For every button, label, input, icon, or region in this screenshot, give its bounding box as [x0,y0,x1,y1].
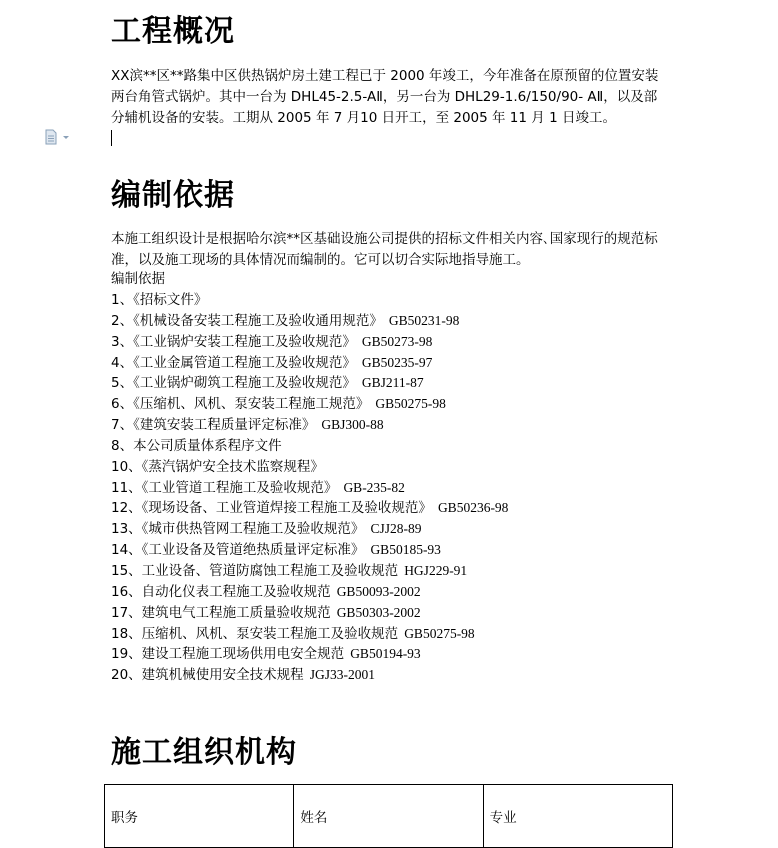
reference-code: GBJ300-88 [321,417,384,433]
list-item [111,665,508,686]
list-item [111,498,508,519]
reference-code: GB50093-2002 [336,583,421,599]
list-item [111,540,508,561]
reference-code: GB50194-93 [350,646,421,662]
section-title-overview: 工程概况 [111,14,235,49]
document-dropdown-icon[interactable] [44,129,70,145]
reference-code: GB50303-2002 [336,604,421,620]
reference-code: GB50185-93 [370,542,441,558]
list-item [111,290,508,311]
reference-code: GB-235-82 [343,479,405,495]
reference-title: 3、《工业锅炉安装工程施工及验收规范》 [111,333,356,350]
reference-title: 14、《工业设备及管道绝热质量评定标准》 [111,542,365,559]
reference-title: 7、《建筑安装工程质量评定标准》 [111,417,316,434]
reference-title: 13、《城市供热管网工程施工及验收规范》 [111,521,365,538]
reference-code: GB50275-98 [375,396,446,412]
organization-table [104,784,673,848]
list-item [111,436,508,457]
table-header-position[interactable]: 职务 [105,785,294,848]
text-cursor [111,130,112,146]
reference-list [111,290,508,686]
list-item [111,332,508,353]
list-item [111,603,508,624]
list-item [111,373,508,394]
reference-title: 6、《压缩机、风机、泵安装工程施工规范》 [111,396,370,413]
reference-code: HGJ229-91 [404,562,468,578]
reference-title: 17、建筑电气工程施工质量验收规范 [111,604,331,621]
reference-title: 19、建设工程施工现场供用电安全规范 [111,646,345,663]
reference-title: 12、《现场设备、工业管道焊接工程施工及验收规范》 [111,500,432,517]
section-title-basis: 编制依据 [111,178,235,213]
reference-code: JGJ33-2001 [309,667,375,683]
reference-code: CJJ28-89 [370,521,422,537]
reference-title: 20、建筑机械使用安全技术规程 [111,667,304,684]
table-row [105,785,673,848]
reference-title: 18、压缩机、风机、泵安装工程施工及验收规范 [111,625,399,642]
table-header-name[interactable]: 姓名 [294,785,483,848]
reference-title: 16、自动化仪表工程施工及验收规范 [111,583,331,600]
list-item [111,415,508,436]
reference-title: 2、《机械设备安装工程施工及验收通用规范》 [111,312,383,329]
section-title-organization: 施工组织机构 [111,735,297,770]
list-item [111,624,508,645]
reference-title: 8、本公司质量体系程序文件 [111,437,282,454]
basis-paragraph: 本施工组织设计是根据哈尔滨**区基础设施公司提供的招标文件相关内容､国家现行的规范标准，以及施工现场的具体情况而编制的。它可以切合实际地指导施工。 [111,231,658,268]
reference-title: 1、《招标文件》 [111,292,208,308]
list-item [111,311,508,332]
reference-title: 15、工业设备、管道防腐蚀工程施工及验收规范 [111,562,399,579]
reference-code: GBJ211-87 [361,375,424,391]
list-item [111,394,508,415]
list-item [111,457,508,478]
list-item [111,561,508,582]
reference-title: 10、《蒸汽锅炉安全技术监察规程》 [111,458,324,475]
table-header-specialty[interactable]: 专业 [483,785,672,848]
list-item [111,519,508,540]
list-item [111,478,508,499]
list-item [111,353,508,374]
reference-title: 11、《工业管道工程施工及验收规范》 [111,479,338,496]
list-item [111,582,508,603]
list-item [111,644,508,665]
reference-code: GB50231-98 [388,312,460,328]
reference-title: 4、《工业金属管道工程施工及验收规范》 [111,354,356,371]
reference-code: GB50273-98 [361,333,433,349]
overview-paragraph: XX滨**区**路集中区供热锅炉房土建工程已于 2000 年竣工，今年准备在原预留的位置安装两台角管式锅炉。其中一台为 DHL45-2.5-AⅡ，另一台为 DHL29-1.6/150/90- AⅡ，以及部分辅机设备的安装。工期从 2005 年 7 月10 日开工，至 2005 年 11 月 1 日竣工。 [111,68,659,126]
reference-code: GB50236-98 [437,500,509,516]
reference-title: 5、《工业锅炉砌筑工程施工及验收规范》 [111,375,356,392]
reference-code: GB50235-97 [361,354,433,370]
reference-code: GB50275-98 [404,625,475,641]
basis-label: 编制依据 [111,271,165,287]
